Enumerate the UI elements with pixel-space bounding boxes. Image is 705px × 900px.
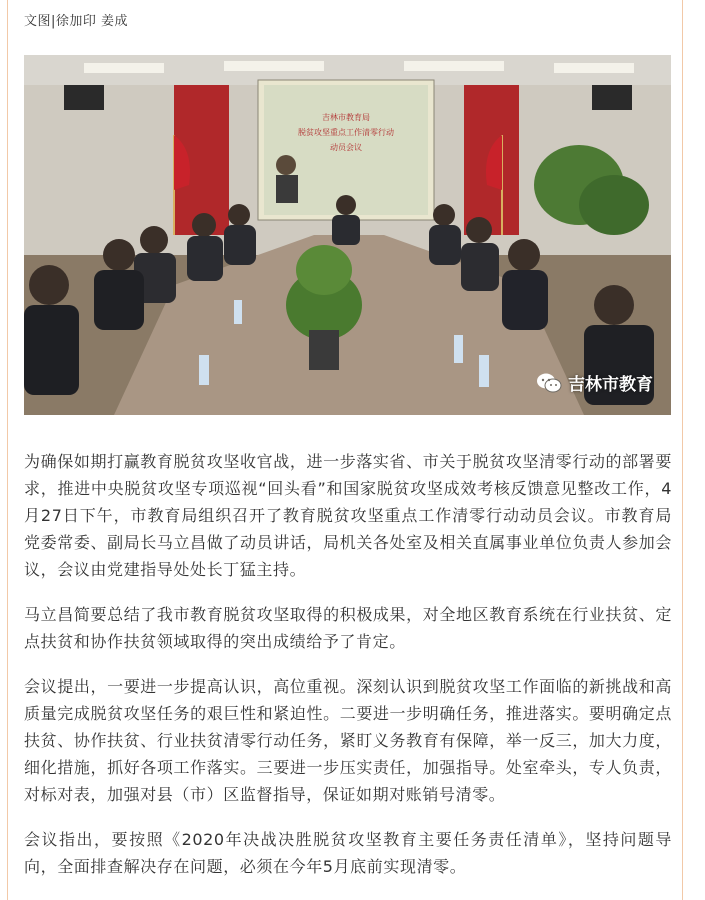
watermark [536, 370, 653, 395]
article-body [24, 448, 672, 898]
wechat-icon [536, 372, 562, 394]
screen-line-1: 吉林市教育局 [322, 113, 370, 122]
screen-line-3: 动员会议 [330, 143, 362, 152]
paragraph-4: 会议指出，要按照《2020年决战决胜脱贫攻坚教育主要任务责任清单》，坚持问题导向，全面排查解决存在问题，必须在今年5月底前实现清零。 [24, 830, 672, 876]
meeting-photo [24, 55, 671, 415]
byline: 文图|徐加印 姜成 [24, 14, 129, 29]
paragraph-3: 会议提出，一要进一步提高认识，高位重视。深刻认识到脱贫攻坚工作面临的新挑战和高质量完成脱贫攻坚任务的艰巨性和紧迫性。二要进一步明确任务，推进落实。要明确定点扶贫、协作扶贫、行业扶贫清零行动任务，紧盯义务教育有保障，举一反三，加大力度，细化措施，抓好各项工作落实。三要进一步压实责任，加强指导。处室牵头，专人负责，对标对表，加强对县（市）区监督指导，保证如期对账销号清零。 [24, 677, 672, 804]
paragraph-1: 为确保如期打赢教育脱贫攻坚收官战，进一步落实省、市关于脱贫攻坚清零行动的部署要求，推进中央脱贫攻坚专项巡视“回头看”和国家脱贫攻坚成效考核反馈意见整改工作，4月27日下午，市教育局组织召开了教育脱贫攻坚重点工作清零行动动员会议。市教育局党委常委、副局长马立昌做了动员讲话，局机关各处室及相关直属事业单位负责人参加会议，会议由党建指导处处长丁猛主持。 [24, 452, 672, 579]
screen-line-2: 脱贫攻坚重点工作清零行动 [298, 128, 394, 137]
watermark-text: 吉林市教育 [568, 375, 653, 395]
paragraph-2: 马立昌简要总结了我市教育脱贫攻坚取得的积极成果，对全地区教育系统在行业扶贫、定点扶贫和协作扶贫领域取得的突出成绩给予了肯定。 [24, 605, 672, 651]
meeting-photo-illustration [24, 55, 671, 415]
